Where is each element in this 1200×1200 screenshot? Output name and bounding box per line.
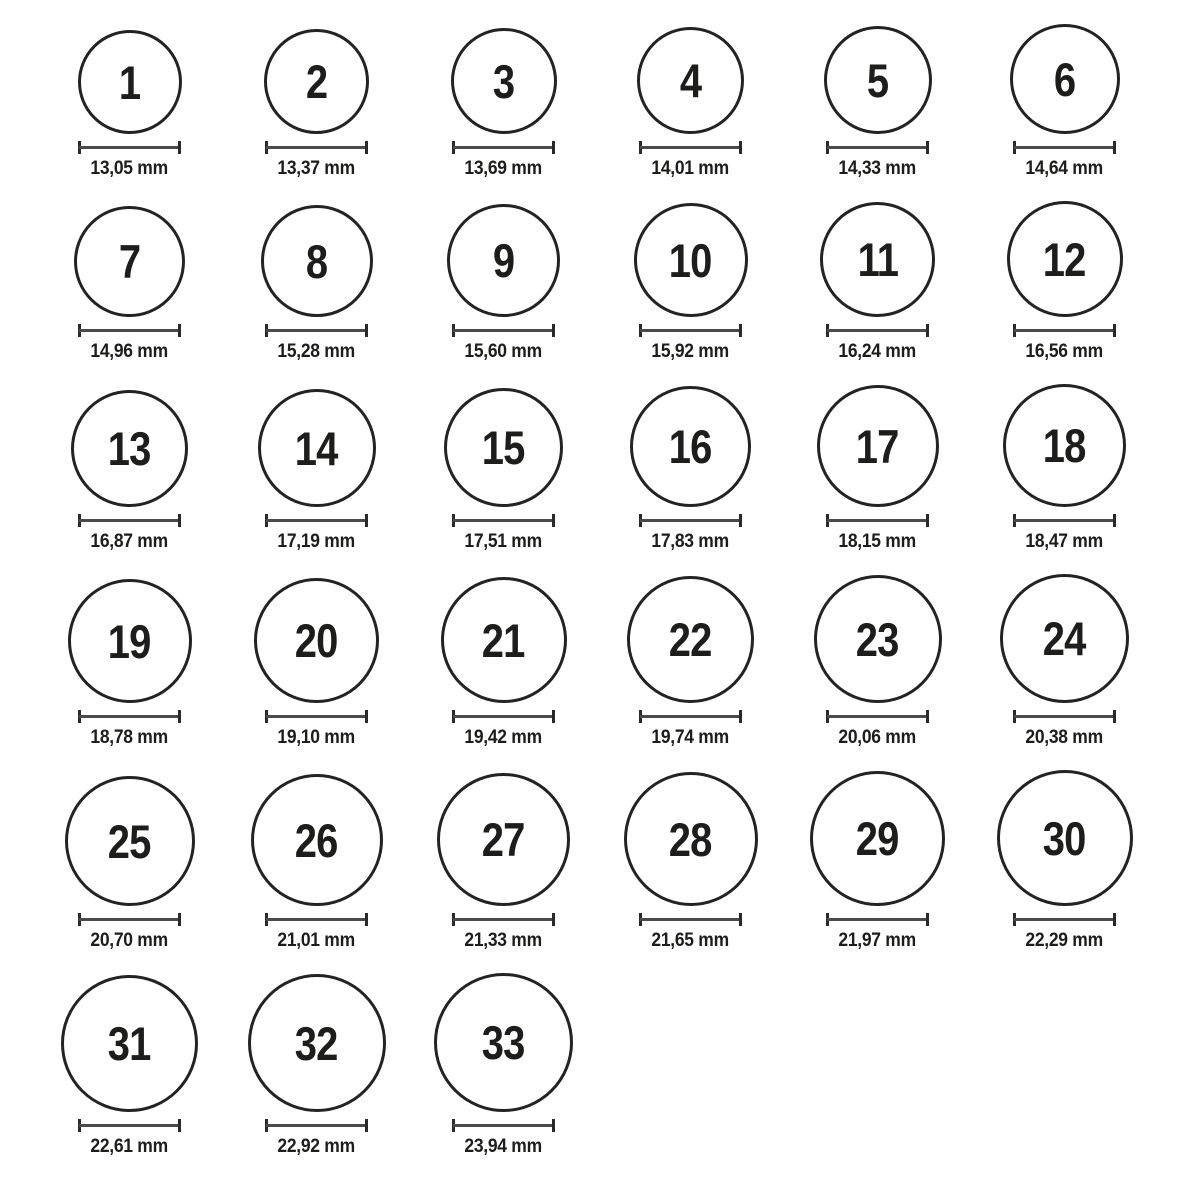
measure-bar xyxy=(453,329,554,332)
diameter-measure-line xyxy=(826,710,929,723)
ring-size-number: 10 xyxy=(669,233,712,287)
ring-circle xyxy=(1007,201,1123,317)
ring-circle xyxy=(68,579,192,703)
measure-right-tick-icon xyxy=(926,324,929,337)
ring-size-item xyxy=(410,382,597,554)
diameter-label: 18,47 mm xyxy=(1025,531,1104,552)
measure-bar xyxy=(640,918,741,921)
ring-size-number: 23 xyxy=(856,612,899,666)
diameter-measure-line xyxy=(265,1119,368,1132)
diameter-measure-line xyxy=(78,324,181,337)
ring-circle xyxy=(447,204,560,317)
measure-bar xyxy=(79,918,180,921)
measure-bar xyxy=(266,715,367,718)
ring-size-number: 19 xyxy=(108,614,151,668)
ring-size-item xyxy=(410,572,597,750)
ring-circle xyxy=(624,772,758,906)
diameter-label: 22,92 mm xyxy=(277,1136,356,1157)
measure-bar xyxy=(266,329,367,332)
ring-circle xyxy=(451,28,557,134)
ring-circle-area xyxy=(634,199,748,317)
ring-circle-area xyxy=(434,971,573,1112)
ring-size-number: 26 xyxy=(295,813,338,867)
ring-circle xyxy=(71,390,188,507)
diameter-label: 13,05 mm xyxy=(90,158,169,179)
diameter-measure-line xyxy=(265,141,368,154)
ring-circle-area xyxy=(627,572,754,703)
measure-bar xyxy=(266,146,367,149)
measure-right-tick-icon xyxy=(739,913,742,926)
measure-bar xyxy=(79,1124,180,1127)
ring-circle xyxy=(441,577,567,703)
measure-right-tick-icon xyxy=(926,710,929,723)
diameter-label: 15,28 mm xyxy=(277,341,356,362)
ring-size-number: 13 xyxy=(108,422,151,475)
measure-right-tick-icon xyxy=(552,913,555,926)
ring-circle xyxy=(997,770,1133,906)
diameter-label: 20,06 mm xyxy=(838,727,917,748)
diameter-measure-line xyxy=(639,710,742,723)
ring-circle-area xyxy=(624,768,758,906)
diameter-label: 14,64 mm xyxy=(1025,158,1104,179)
ring-circle-area xyxy=(630,382,751,507)
measure-bar xyxy=(79,329,180,332)
diameter-measure-line xyxy=(826,913,929,926)
ring-circle-area xyxy=(78,22,182,134)
ring-size-number: 27 xyxy=(482,813,525,866)
ring-size-number: 12 xyxy=(1043,232,1086,286)
measure-bar xyxy=(453,519,554,522)
diameter-measure-line xyxy=(1013,913,1116,926)
ring-size-number: 8 xyxy=(305,234,328,288)
ring-circle-area xyxy=(1010,22,1120,134)
measure-right-tick-icon xyxy=(552,1119,555,1132)
diameter-measure-line xyxy=(452,324,555,337)
measure-bar xyxy=(827,146,928,149)
diameter-label: 13,37 mm xyxy=(277,158,356,179)
diameter-measure-line xyxy=(452,514,555,527)
diameter-label: 19,10 mm xyxy=(277,727,356,748)
ring-size-number: 16 xyxy=(669,420,712,473)
diameter-label: 14,33 mm xyxy=(838,158,917,179)
diameter-label: 15,60 mm xyxy=(464,341,543,362)
measure-bar xyxy=(640,519,741,522)
ring-size-number: 21 xyxy=(482,613,525,667)
diameter-label: 22,61 mm xyxy=(90,1136,169,1157)
ring-row xyxy=(36,382,1158,554)
ring-size-item xyxy=(971,572,1158,750)
ring-size-number: 17 xyxy=(856,419,899,473)
ring-size-number: 24 xyxy=(1043,612,1086,665)
diameter-label: 17,51 mm xyxy=(464,531,543,552)
ring-size-number: 4 xyxy=(679,54,702,107)
diameter-measure-line xyxy=(452,913,555,926)
ring-size-number: 14 xyxy=(295,421,338,475)
ring-circle xyxy=(627,576,754,703)
ring-size-number: 2 xyxy=(305,55,328,108)
ring-circle-area xyxy=(254,572,379,703)
measure-bar xyxy=(827,519,928,522)
measure-right-tick-icon xyxy=(178,913,181,926)
measure-bar xyxy=(827,715,928,718)
ring-size-item xyxy=(971,768,1158,953)
ring-size-number: 32 xyxy=(295,1016,338,1070)
diameter-label: 16,24 mm xyxy=(838,341,917,362)
diameter-label: 13,69 mm xyxy=(464,158,543,179)
measure-bar xyxy=(640,146,741,149)
measure-right-tick-icon xyxy=(1113,913,1116,926)
ring-size-item xyxy=(223,199,410,364)
ring-size-item xyxy=(36,768,223,953)
diameter-label: 21,65 mm xyxy=(651,930,730,951)
ring-size-number: 6 xyxy=(1053,52,1076,106)
ring-circle-area xyxy=(810,768,945,906)
measure-right-tick-icon xyxy=(739,324,742,337)
measure-right-tick-icon xyxy=(552,710,555,723)
diameter-label: 19,74 mm xyxy=(651,727,730,748)
ring-circle xyxy=(1003,384,1126,507)
diameter-label: 16,56 mm xyxy=(1025,341,1104,362)
measure-bar xyxy=(453,1124,554,1127)
ring-circle xyxy=(254,578,379,703)
ring-circle-area xyxy=(251,768,383,906)
measure-right-tick-icon xyxy=(178,1119,181,1132)
ring-circle-area xyxy=(451,22,557,134)
ring-circle-area xyxy=(71,382,188,507)
ring-circle xyxy=(824,26,932,134)
ring-circle-area xyxy=(248,971,386,1112)
ring-size-item xyxy=(597,382,784,554)
diameter-measure-line xyxy=(639,514,742,527)
measure-right-tick-icon xyxy=(739,141,742,154)
ring-circle-area xyxy=(1007,199,1123,317)
diameter-label: 20,70 mm xyxy=(90,930,169,951)
measure-right-tick-icon xyxy=(178,514,181,527)
ring-size-item xyxy=(597,572,784,750)
ring-size-number: 7 xyxy=(118,235,141,288)
ring-circle xyxy=(820,202,935,317)
diameter-measure-line xyxy=(265,514,368,527)
diameter-measure-line xyxy=(78,141,181,154)
measure-right-tick-icon xyxy=(926,514,929,527)
ring-size-item xyxy=(597,199,784,364)
diameter-label: 14,96 mm xyxy=(90,341,169,362)
ring-circle-area xyxy=(447,199,560,317)
diameter-label: 14,01 mm xyxy=(651,158,730,179)
diameter-label: 21,01 mm xyxy=(277,930,356,951)
ring-size-number: 31 xyxy=(108,1017,151,1070)
diameter-label: 21,97 mm xyxy=(838,930,917,951)
ring-circle-area xyxy=(258,382,376,507)
ring-row xyxy=(36,22,1158,181)
ring-size-number: 9 xyxy=(492,234,515,287)
measure-right-tick-icon xyxy=(178,324,181,337)
measure-right-tick-icon xyxy=(1113,141,1116,154)
ring-circle xyxy=(258,389,376,507)
ring-circle xyxy=(251,774,383,906)
ring-row xyxy=(36,971,1158,1159)
measure-right-tick-icon xyxy=(926,913,929,926)
ring-size-item xyxy=(36,22,223,181)
diameter-measure-line xyxy=(265,324,368,337)
ring-circle xyxy=(65,776,195,906)
ring-circle-area xyxy=(637,22,744,134)
ring-size-item xyxy=(784,572,971,750)
ring-circle xyxy=(78,30,182,134)
measure-right-tick-icon xyxy=(552,141,555,154)
ring-circle-area xyxy=(65,768,195,906)
measure-bar xyxy=(79,715,180,718)
measure-bar xyxy=(453,918,554,921)
ring-circle xyxy=(61,975,198,1112)
measure-right-tick-icon xyxy=(365,913,368,926)
diameter-label: 20,38 mm xyxy=(1025,727,1104,748)
ring-circle-area xyxy=(1003,382,1126,507)
measure-right-tick-icon xyxy=(178,141,181,154)
ring-size-number: 11 xyxy=(857,233,898,286)
ring-circle-area xyxy=(444,382,563,507)
measure-right-tick-icon xyxy=(365,710,368,723)
measure-bar xyxy=(1014,329,1115,332)
ring-size-item xyxy=(223,971,410,1159)
diameter-label: 23,94 mm xyxy=(464,1136,543,1157)
measure-right-tick-icon xyxy=(178,710,181,723)
measure-right-tick-icon xyxy=(1113,324,1116,337)
ring-circle xyxy=(264,29,369,134)
ring-size-number: 15 xyxy=(482,421,525,474)
ring-size-item xyxy=(410,971,597,1159)
ring-circle-area xyxy=(68,572,192,703)
measure-right-tick-icon xyxy=(739,710,742,723)
diameter-measure-line xyxy=(78,913,181,926)
ring-size-item xyxy=(971,382,1158,554)
ring-size-item xyxy=(597,22,784,181)
diameter-label: 19,42 mm xyxy=(464,727,543,748)
ring-size-number: 22 xyxy=(669,613,712,666)
measure-bar xyxy=(79,146,180,149)
diameter-measure-line xyxy=(78,710,181,723)
measure-bar xyxy=(266,1124,367,1127)
diameter-measure-line xyxy=(826,514,929,527)
ring-circle xyxy=(630,386,751,507)
measure-bar xyxy=(453,715,554,718)
diameter-measure-line xyxy=(265,710,368,723)
ring-size-item xyxy=(784,768,971,953)
measure-bar xyxy=(79,519,180,522)
measure-bar xyxy=(1014,519,1115,522)
ring-circle-area xyxy=(814,572,942,703)
diameter-label: 17,83 mm xyxy=(651,531,730,552)
ring-circle-area xyxy=(817,382,939,507)
ring-size-item xyxy=(410,199,597,364)
ring-circle xyxy=(1010,24,1120,134)
diameter-measure-line xyxy=(1013,141,1116,154)
measure-bar xyxy=(266,918,367,921)
ring-circle xyxy=(637,27,744,134)
diameter-measure-line xyxy=(452,141,555,154)
measure-bar xyxy=(266,519,367,522)
diameter-measure-line xyxy=(826,324,929,337)
ring-circle-area xyxy=(820,199,935,317)
ring-circle-area xyxy=(264,22,369,134)
ring-size-item xyxy=(223,572,410,750)
measure-right-tick-icon xyxy=(739,514,742,527)
ring-size-item xyxy=(410,768,597,953)
measure-right-tick-icon xyxy=(365,514,368,527)
ring-circle xyxy=(814,575,942,703)
ring-size-number: 28 xyxy=(669,812,712,866)
measure-right-tick-icon xyxy=(1113,710,1116,723)
ring-size-item xyxy=(36,971,223,1159)
measure-bar xyxy=(640,329,741,332)
ring-circle-area xyxy=(441,572,567,703)
measure-right-tick-icon xyxy=(926,141,929,154)
measure-bar xyxy=(1014,715,1115,718)
measure-right-tick-icon xyxy=(365,141,368,154)
diameter-measure-line xyxy=(452,1119,555,1132)
measure-bar xyxy=(1014,918,1115,921)
ring-size-item xyxy=(36,382,223,554)
ring-circle xyxy=(74,206,185,317)
ring-circle-area xyxy=(61,971,198,1112)
ring-size-item xyxy=(223,22,410,181)
measure-bar xyxy=(640,715,741,718)
ring-size-item xyxy=(971,22,1158,181)
diameter-measure-line xyxy=(639,324,742,337)
diameter-label: 16,87 mm xyxy=(90,531,169,552)
ring-size-item xyxy=(223,768,410,953)
diameter-measure-line xyxy=(265,913,368,926)
diameter-measure-line xyxy=(1013,514,1116,527)
measure-right-tick-icon xyxy=(365,324,368,337)
diameter-measure-line xyxy=(1013,324,1116,337)
measure-bar xyxy=(827,918,928,921)
diameter-measure-line xyxy=(452,710,555,723)
ring-circle-area xyxy=(74,199,185,317)
ring-circle xyxy=(817,385,939,507)
ring-size-number: 18 xyxy=(1043,419,1086,472)
ring-size-item xyxy=(784,199,971,364)
measure-right-tick-icon xyxy=(552,514,555,527)
diameter-label: 18,15 mm xyxy=(838,531,917,552)
ring-row xyxy=(36,572,1158,750)
ring-row xyxy=(36,768,1158,953)
measure-bar xyxy=(453,146,554,149)
ring-size-number: 1 xyxy=(118,55,141,109)
ring-circle-area xyxy=(1000,572,1129,703)
ring-size-item xyxy=(971,199,1158,364)
ring-size-number: 3 xyxy=(492,54,515,108)
diameter-measure-line xyxy=(78,514,181,527)
diameter-measure-line xyxy=(78,1119,181,1132)
ring-circle-area xyxy=(824,22,932,134)
ring-circle xyxy=(1000,574,1129,703)
ring-size-number: 30 xyxy=(1043,811,1086,865)
ring-circle xyxy=(261,205,373,317)
ring-circle-area xyxy=(261,199,373,317)
ring-size-item xyxy=(223,382,410,554)
ring-circle xyxy=(437,773,570,906)
measure-right-tick-icon xyxy=(365,1119,368,1132)
ring-size-item xyxy=(36,199,223,364)
ring-row xyxy=(36,199,1158,364)
diameter-label: 21,33 mm xyxy=(464,930,543,951)
ring-circle xyxy=(444,388,563,507)
diameter-measure-line xyxy=(1013,710,1116,723)
diameter-label: 22,29 mm xyxy=(1025,930,1104,951)
ring-circle xyxy=(634,203,748,317)
ring-size-item xyxy=(784,382,971,554)
ring-size-number: 25 xyxy=(108,814,151,868)
ring-size-number: 5 xyxy=(866,53,889,107)
measure-bar xyxy=(1014,146,1115,149)
diameter-label: 18,78 mm xyxy=(90,727,169,748)
diameter-label: 15,92 mm xyxy=(651,341,730,362)
diameter-measure-line xyxy=(639,141,742,154)
ring-size-chart xyxy=(36,0,1158,1159)
ring-circle xyxy=(248,974,386,1112)
diameter-measure-line xyxy=(639,913,742,926)
measure-right-tick-icon xyxy=(552,324,555,337)
measure-bar xyxy=(827,329,928,332)
ring-size-number: 33 xyxy=(482,1016,525,1069)
ring-size-number: 20 xyxy=(295,614,338,667)
ring-size-item xyxy=(784,22,971,181)
ring-circle-area xyxy=(437,768,570,906)
ring-size-item xyxy=(36,572,223,750)
diameter-label: 17,19 mm xyxy=(277,531,356,552)
ring-size-item xyxy=(597,768,784,953)
ring-circle xyxy=(434,973,573,1112)
ring-circle xyxy=(810,771,945,906)
measure-right-tick-icon xyxy=(1113,514,1116,527)
ring-circle-area xyxy=(997,768,1133,906)
ring-size-item xyxy=(410,22,597,181)
ring-size-number: 29 xyxy=(856,812,899,865)
diameter-measure-line xyxy=(826,141,929,154)
